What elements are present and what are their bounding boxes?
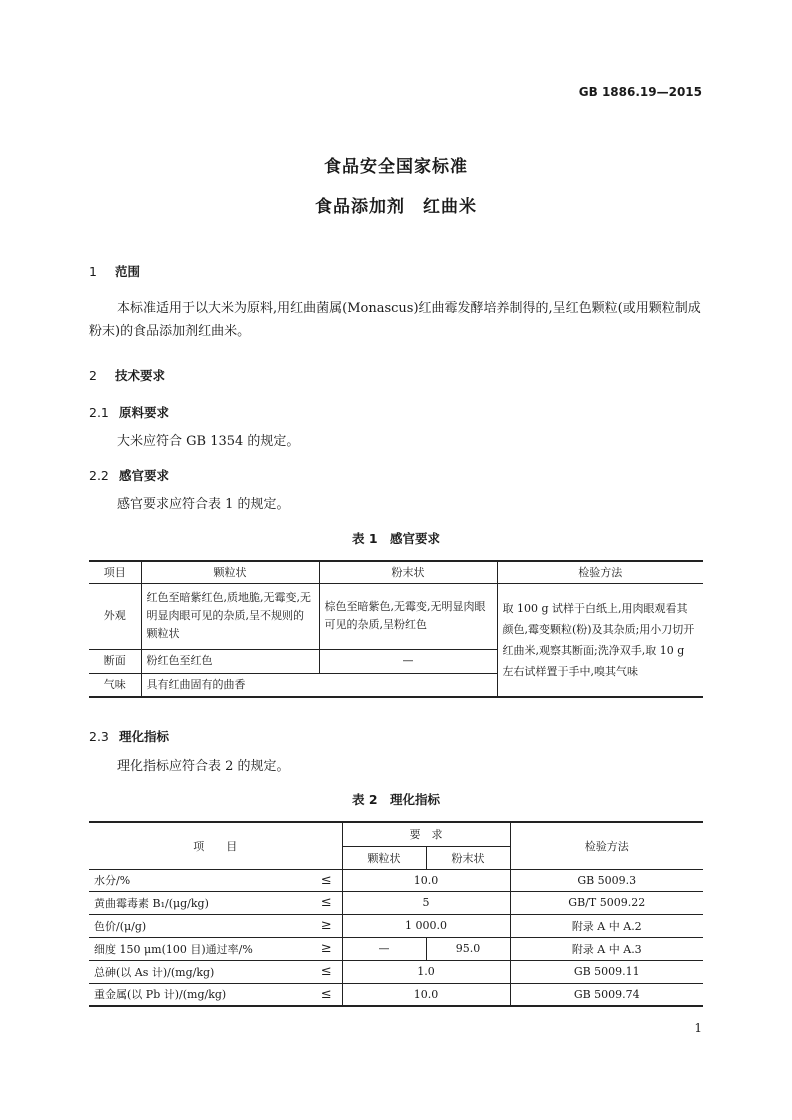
section-number: 2.3 bbox=[89, 729, 109, 744]
table-header-item: 项 目 bbox=[89, 822, 342, 869]
row-method: 附录 A 中 A.2 bbox=[510, 914, 703, 937]
row-powder: 95.0 bbox=[426, 937, 510, 960]
row-item: 总砷(以 As 计)/(mg/kg) bbox=[89, 960, 311, 983]
row-granular: 红色至暗紫红色,质地脆,无霉变,无明显肉眼可见的杂质,呈不规则的颗粒状 bbox=[141, 583, 319, 649]
table-row bbox=[89, 891, 703, 914]
row-item: 水分/% bbox=[89, 869, 311, 891]
page-number: 1 bbox=[694, 1021, 702, 1035]
section-1-heading bbox=[89, 262, 140, 280]
section-2-3-text: 理化指标应符合表 2 的规定。 bbox=[117, 759, 290, 774]
row-value: 10.0 bbox=[342, 983, 510, 1006]
row-item: 外观 bbox=[89, 583, 141, 649]
table-row bbox=[89, 914, 703, 937]
row-symbol: ≤ bbox=[311, 891, 342, 914]
row-item: 断面 bbox=[89, 649, 141, 673]
section-title: 原料要求 bbox=[119, 405, 170, 420]
section-number: 2.2 bbox=[89, 468, 109, 483]
table-header-method: 检验方法 bbox=[497, 561, 703, 583]
row-method: GB 5009.74 bbox=[510, 983, 703, 1006]
table-header-item: 项目 bbox=[89, 561, 141, 583]
row-symbol: ≥ bbox=[311, 914, 342, 937]
row-symbol: ≥ bbox=[311, 937, 342, 960]
table-row bbox=[89, 960, 703, 983]
row-value: 1 000.0 bbox=[342, 914, 510, 937]
row-powder: 棕色至暗紫色,无霉变,无明显肉眼可见的杂质,呈粉红色 bbox=[319, 583, 497, 649]
table-1-caption: 表 1 感官要求 bbox=[351, 531, 441, 546]
title-line-1: 食品安全国家标准 bbox=[324, 157, 468, 177]
row-method: GB 5009.11 bbox=[510, 960, 703, 983]
section-2-2-heading bbox=[89, 466, 169, 484]
section-2-1-heading bbox=[89, 403, 169, 421]
row-item: 重金属(以 Pb 计)/(mg/kg) bbox=[89, 983, 311, 1006]
section-1-text: 本标准适用于以大米为原料,用红曲菌属(Monascus)红曲霉发酵培养制得的,呈红色颗粒(或用颗粒制成粉末)的食品添加剂红曲米。 bbox=[89, 301, 701, 339]
row-symbol: ≤ bbox=[311, 869, 342, 891]
table-header-granular: 颗粒状 bbox=[342, 846, 426, 869]
row-item: 细度 150 μm(100 目)通过率/% bbox=[89, 937, 311, 960]
table-header-method: 检验方法 bbox=[510, 822, 703, 869]
row-powder: — bbox=[319, 649, 497, 673]
row-method: 附录 A 中 A.3 bbox=[510, 937, 703, 960]
table-row bbox=[89, 937, 703, 960]
section-number: 1 bbox=[89, 264, 97, 279]
section-2-heading bbox=[89, 366, 165, 384]
row-value: 1.0 bbox=[342, 960, 510, 983]
row-granular: — bbox=[342, 937, 426, 960]
table-2 bbox=[89, 821, 703, 1007]
row-value: 10.0 bbox=[342, 869, 510, 891]
standard-code: GB 1886.19—2015 bbox=[578, 85, 702, 99]
row-item: 气味 bbox=[89, 673, 141, 697]
section-title: 范围 bbox=[115, 264, 141, 279]
title-line-2: 食品添加剂 红曲米 bbox=[315, 197, 477, 217]
row-symbol: ≤ bbox=[311, 960, 342, 983]
section-title: 理化指标 bbox=[119, 729, 170, 744]
table-header-powder: 粉末状 bbox=[319, 561, 497, 583]
row-symbol: ≤ bbox=[311, 983, 342, 1006]
row-method: 取 100 g 试样于白纸上,用肉眼观看其颜色,霉变颗粒(粉)及其杂质;用小刀切开红曲米,观察其断面;洗净双手,取 10 g 左右试样置于手中,嗅其气味 bbox=[497, 583, 703, 697]
section-title: 感官要求 bbox=[119, 468, 170, 483]
section-2-1-text: 大米应符合 GB 1354 的规定。 bbox=[117, 434, 300, 449]
section-number: 2.1 bbox=[89, 405, 109, 420]
section-2-2-text: 感官要求应符合表 1 的规定。 bbox=[117, 497, 290, 512]
section-2-3-heading bbox=[89, 727, 169, 745]
row-merged-value: 具有红曲固有的曲香 bbox=[141, 673, 497, 697]
section-number: 2 bbox=[89, 368, 97, 383]
row-value: 5 bbox=[342, 891, 510, 914]
table-header-powder: 粉末状 bbox=[426, 846, 510, 869]
table-header-granular: 颗粒状 bbox=[141, 561, 319, 583]
row-granular: 粉红色至红色 bbox=[141, 649, 319, 673]
row-item: 色价/(μ/g) bbox=[89, 914, 311, 937]
row-method: GB 5009.3 bbox=[510, 869, 703, 891]
table-1 bbox=[89, 560, 703, 698]
table-header-requirement: 要 求 bbox=[342, 822, 510, 846]
row-method: GB/T 5009.22 bbox=[510, 891, 703, 914]
section-title: 技术要求 bbox=[115, 368, 166, 383]
table-row bbox=[89, 583, 703, 649]
table-row bbox=[89, 869, 703, 891]
row-item: 黄曲霉毒素 B₁/(μg/kg) bbox=[89, 891, 311, 914]
table-2-caption: 表 2 理化指标 bbox=[351, 792, 441, 807]
table-row bbox=[89, 983, 703, 1006]
